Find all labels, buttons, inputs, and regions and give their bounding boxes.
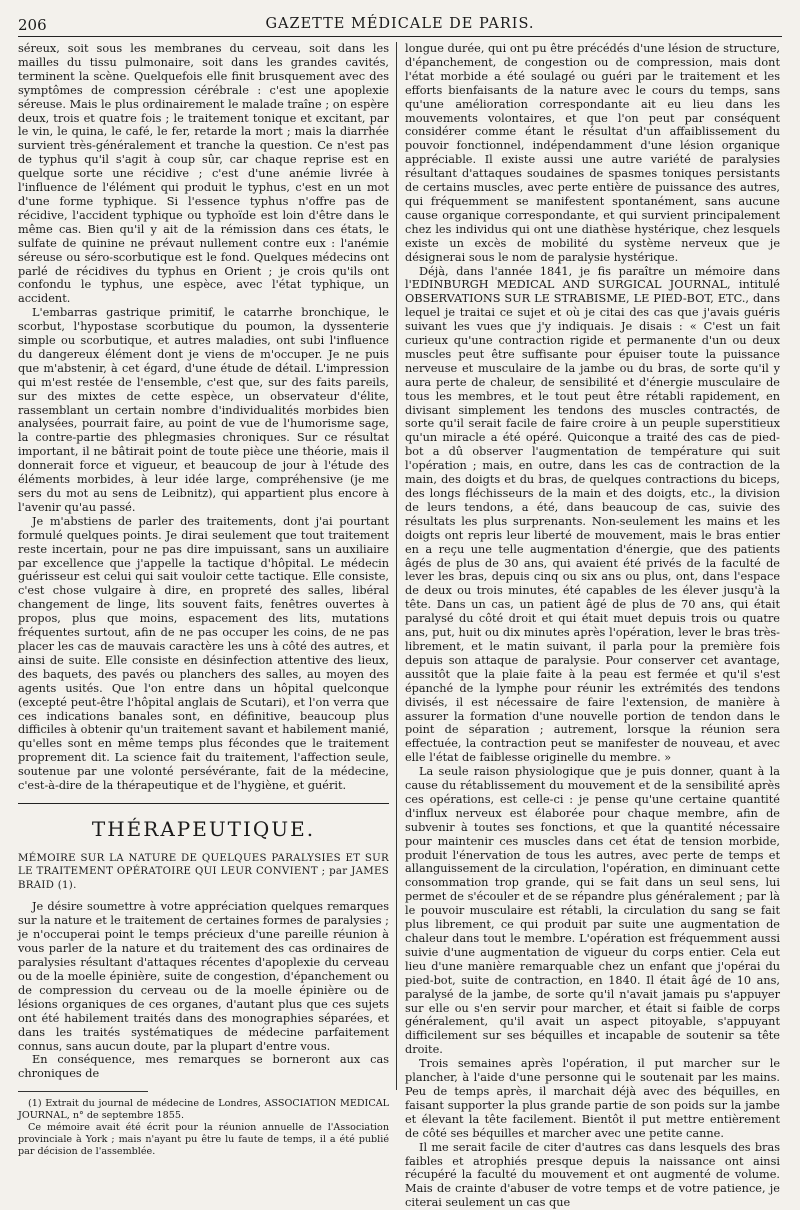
paragraph: Il me serait facile de citer d'autres cas dans lesquels des bras faibles et atrophiés presque depuis la naissance ont ainsi récupéré la faculté du mouvement et ont augmenté de volume. Mais de crainte d'abuser de votre temps et de votre patience, je citerai seulement un cas que <box>405 1140 780 1210</box>
page-header <box>18 10 782 37</box>
memoir-title: MÉMOIRE SUR LA NATURE DE QUELQUES PARALYSIES ET SUR LE TRAITEMENT OPÉRATOIRE QUI LEUR CONVIENT ; par JAMES BRAID (1). <box>18 852 389 891</box>
journal-title: GAZETTE MÉDICALE DE PARIS. <box>265 16 535 32</box>
footnote: Ce mémoire avait été écrit pour la réunion annuelle de l'Association provinciale à York ; mais n'ayant pu être lu faute de temps, il a été publié par décision de l'assemblée. <box>18 1122 389 1158</box>
paragraph: La seule raison physiologique que je puis donner, quant à la cause du rétablissement du mouvement et de la sensibilité après ces opérations, est celle-ci : je pense qu'une certaine quantité d'influx nerveux est élaborée pour chaque membre, afin de subvenir à toutes ses fonctions, et que la quantité nécessaire pour maintenir ces muscles dans cet état de tension morbide, produit l'énervation de tous les autres, avec perte de temps et allanguissement de la circulation, l'opération, en diminuant cette consommation trop grande, qui se fait dans un seul sens, lui permet de s'écouler et de se répandre plus généralement ; par là le pouvoir musculaire est rétabli, la circulation du sang se fait plus librement, ce qui produit par suite une augmentation de chaleur dans tout le membre. L'opération est fréquemment aussi suivie d'une augmentation de vigueur du corps entier. Cela eut lieu d'une manière remarquable chez un enfant que j'opérai du pied-bot, suite de contraction, en 1840. Il était âgé de 10 ans, paralysé de la jambe, de sorte qu'il n'avait jamais pu s'appuyer sur elle ou s'en servir pour marcher, et était si faible de corps généralement, qu'il avait un aspect pitoyable, s'appuyant difficilement sur ses béquilles et incapable de soutenir sa tête droite. <box>405 765 780 1057</box>
paragraph: séreux, soit sous les membranes du cerveau, soit dans les mailles du tissu pulmonaire, soit dans les grandes cavités, terminent la scène. Quelquefois elle finit brusquement avec des symptômes de compression cérébrale : c'est une apoplexie séreuse. Mais le plus ordinairement le malade traîne ; on espère deux, trois et quatre fois ; le traitement tonique et excitant, par le vin, le quina, le café, le fer, retarde la mort ; mais la diarrhée survient très-généralement et tranche la question. Ce n'est pas de typhus qu'il s'agit à coup sûr, car chaque reprise est en quelque sorte une récidive ; c'est d'une anémie livrée à l'influence de l'élément qui produit le typhus, c'est en un mot d'une forme typhique. Si l'essence typhus n'offre pas de récidive, l'accident typhique ou typhoïde est loin d'être dans le même cas. Bien qu'il y ait de la rémission dans ces états, le sulfate de quinine ne prévaut nullement contre eux : l'anémie séreuse ou séro-scorbutique est le fond. Quelques médecins ont parlé de récidives du typhus en Orient ; je crois qu'ils ont confondu le typhus, une espèce, avec l'état typhique, un accident. <box>18 42 389 306</box>
page-number: 206 <box>18 16 47 34</box>
article-columns <box>18 42 782 1210</box>
section-title: THÉRAPEUTIQUE. <box>91 816 316 841</box>
paragraph: Je m'abstiens de parler des traitements, dont j'ai pourtant formulé quelques points. Je dirai seulement que tout traitement reste incertain, pour ne pas dire impuissant, sans un auxiliaire par excellence que j'appelle la tactique d'hôpital. Le médecin guérisseur est celui qui sait vouloir cette tactique. Elle consiste, c'est chose vulgaire à dire, en propreté des salles, libéral changement de linge, lits souvent faits, fenêtres ouvertes à propos, plus que moins, espacement des lits, mutations fréquentes surtout, afin de ne pas occuper les coins, de ne pas placer les cas de mauvais caractère les uns à côté des autres, et ainsi de suite. Elle consiste en désinfection attentive des lieux, des baquets, des pavés ou planchers des salles, au moyen des agents usités. Que l'on entre dans un hôpital quelconque (excepté peut-être l'hôpital anglais de Scutari), et l'on verra que ces indications banales sont, en définitive, beaucoup plus difficiles à obtenir qu'un traitement savant et habilement manié, qu'elles sont en même temps plus fécondes que le traitement proprement dit. La science fait du traitement, l'affection seule, soutenue par une volonté persévérante, fait de la médecine, c'est-à-dire de la thérapeutique et de l'hygiène, et guérit. <box>18 514 389 793</box>
left-column <box>18 42 389 1158</box>
right-column <box>405 42 780 1210</box>
paragraph: En conséquence, mes remarques se borneront aux cas chroniques de <box>18 1053 389 1081</box>
footnote-divider <box>18 1091 148 1092</box>
column-divider <box>396 42 397 1090</box>
footnote: (1) Extrait du journal de médecine de Londres, ASSOCIATION MEDICAL JOURNAL, n° de septembre 1855. <box>18 1098 389 1122</box>
paragraph: longue durée, qui ont pu être précédés d'une lésion de structure, d'épanchement, de congestion ou de compression, mais dont l'état morbide a été soulagé ou guéri par le traitement et les efforts bienfaisants de la nature avec le cours du temps, sans qu'une amélioration correspondante ait eu lieu dans les mouvements volontaires, et que l'on peut par conséquent considérer comme étant le résultat d'un affaiblissement du pouvoir fonctionnel, indépendamment d'une lésion organique appréciable. Il existe aussi une autre variété de paralysies résultant d'attaques soudaines de spasmes toniques persistants de certains muscles, avec perte entière de puissance des autres, qui fréquemment se manifestent spontanément, sans aucune cause organique correspondante, et qui survient principalement chez les individus qui ont une diathèse hystérique, chez lesquels existe un excès de mobilité du système nerveux que je désignerai sous le nom de paralysie hystérique. <box>405 42 780 264</box>
paragraph: Déjà, dans l'année 1841, je fis paraître un mémoire dans l'EDINBURGH MEDICAL AND SURGICAL JOURNAL, intitulé OBSERVATIONS SUR LE STRABISME, LE PIED-BOT, ETC., dans lequel je traitai ce sujet et où je citai des cas que j'avais guéris suivant les vues que j'y indiquais. Je disais : « C'est un fait curieux qu'une contraction rigide et permanente d'un ou deux muscles peut être suffisante pour épuiser toute la puissance nerveuse et musculaire de la jambe ou du bras, de sorte qu'il y aura perte de chaleur, de sensibilité et d'énergie musculaire de tous les membres, et le tout peut être rétabli rapidement, en divisant simplement les tendons des muscles contractés, de sorte qu'il serait facile de faire croire à un peuple superstitieux qu'un miracle a été opéré. Quiconque a traité des cas de pied-bot a dû observer l'augmentation de température qui suit l'opération ; mais, en outre, dans les cas de contraction de la main, des doigts et du bras, de quelques contractions du biceps, des longs fléchisseurs de la main et des doigts, etc., la division de leurs tendons, a été, dans beaucoup de cas, suivie des résultats les plus surprenants. Non-seulement les mains et les doigts ont repris leur liberté de mouvement, mais le bras entier en a reçu une telle augmentation d'énergie, que des patients âgés de plus de 30 ans, qui avaient été privés de la faculté de lever les bras, depuis cinq ou six ans ou plus, ont, dans l'espace de deux ou trois minutes, été capables de les élever jusqu'à la tête. Dans un cas, un patient âgé de plus de 70 ans, qui était paralysé du côté droit et qui était muet depuis trois ou quatre ans, put, huit ou dix minutes après l'opération, lever le bras très-librement, et le matin suivant, il parla pour la première fois depuis son attaque de paralysie. Pour conserver cet avantage, aussitôt que la plaie faite à la peau est fermée et qu'il s'est épanché de la lymphe pour réunir les extrémités des tendons divisés, il est nécessaire de faire l'extension, de manière à assurer la formation d'une nouvelle portion de tendon dans le point de séparation ; autrement, lorsque la réunion sera effectuée, la contraction peut se manifester de nouveau, et avec elle l'état de faiblesse originelle du membre. » <box>405 264 780 765</box>
section-divider <box>18 803 389 804</box>
footnotes <box>18 1098 389 1158</box>
paragraph: Trois semaines après l'opération, il put marcher sur le plancher, à l'aide d'une personne qui le soutenait par les mains. Peu de temps après, il marchait déjà avec des béquilles, en faisant supporter la plus grande partie de son poids sur la jambe et élevant la tête facilement. Bientôt il put mettre entièrement de côté ses béquilles et marcher avec une petite canne. <box>405 1057 780 1140</box>
paragraph: L'embarras gastrique primitif, le catarrhe bronchique, le scorbut, l'hypostase scorbutique du poumon, la dyssenterie simple ou scorbutique, et autres maladies, ont subi l'influence du dangereux élément dont je viens de m'occuper. Je ne puis que m'abstenir, à cet égard, d'une étude de détail. L'impression qui m'est restée de l'ensemble, c'est que, sur des faits pareils, sur des mixtes de cette espèce, un observateur d'élite, rassemblant un certain nombre d'individualités morbides bien analysées, pourrait faire, au point de vue de l'humorisme sage, la contre-partie des phlegmasies chroniques. Sur ce résultat important, il ne bâtirait point de toute pièce une théorie, mais il donnerait force et vigueur, et beaucoup de jour à l'étude des éléments morbides, à leur idée large, compréhensive (je me sers du mot au sens de Leibnitz), qui appartient plus encore à l'avenir qu'au passé. <box>18 306 389 514</box>
paragraph: Je désire soumettre à votre appréciation quelques remarques sur la nature et le traitement de certaines formes de paralysies ; je n'occuperai point le temps précieux d'une pareille réunion à vous parler de la nature et du traitement des cas ordinaires de paralysies résultant d'attaques récentes d'apoplexie du cerveau ou de la moelle épinière, suite de congestion, d'épanchement ou de compression du cerveau ou de la moelle épinière ou de lésions organiques de ces organes, d'autant plus que ces sujets ont été habilement traités dans des monographies séparées, et dans les traités systématiques de médecine parfaitement connus, sans aucun doute, par la plupart d'entre vous. <box>18 900 389 1053</box>
